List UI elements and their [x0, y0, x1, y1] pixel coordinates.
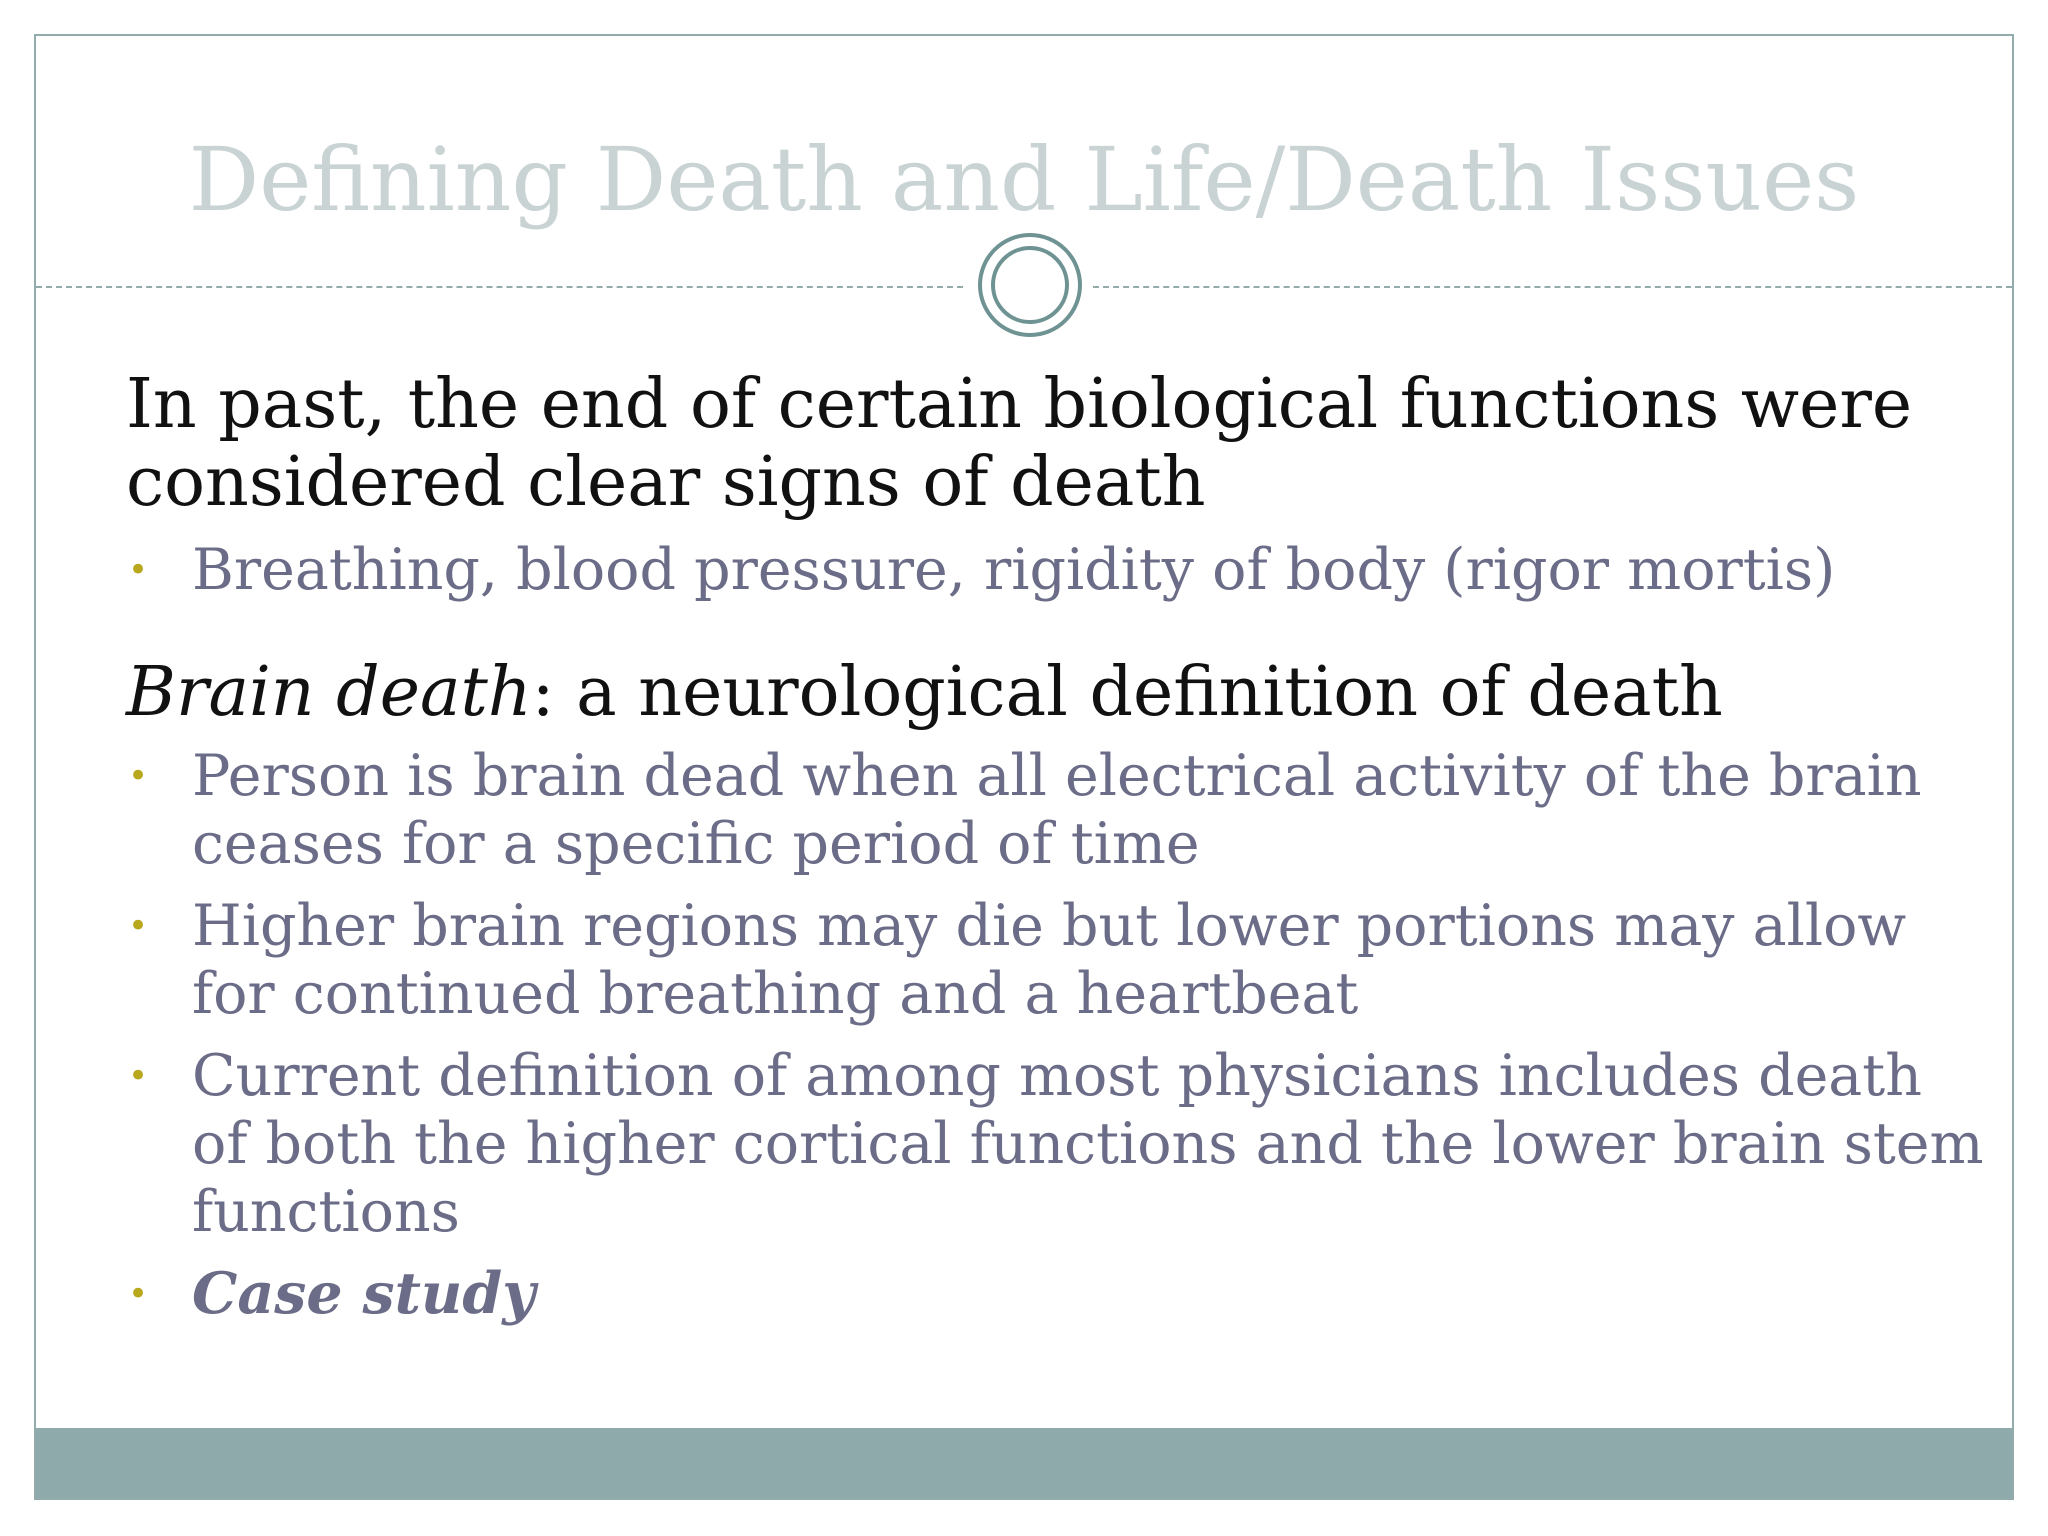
- past-signs-list: [126, 536, 1986, 604]
- list-item: [126, 1042, 1986, 1246]
- section-heading-brain-death: [126, 654, 1986, 732]
- slide-title: Defining Death and Life/Death Issues: [188, 128, 1860, 231]
- bullet-icon: •: [128, 1274, 149, 1314]
- brain-death-definition: : a neurological definition of death: [531, 653, 1723, 732]
- title-divider-right: [1093, 286, 2012, 288]
- section-heading-past: In past, the end of certain biological functions were considered clear signs of death: [126, 365, 1913, 522]
- list-item: [126, 536, 1986, 604]
- brain-death-term: Brain death: [126, 653, 532, 732]
- bullet-icon: •: [128, 756, 149, 796]
- bullet-icon: •: [128, 550, 149, 590]
- bullet-icon: •: [128, 906, 149, 946]
- slide: [34, 34, 2014, 1500]
- list-item: [126, 742, 1986, 878]
- bullet-text: Breathing, blood pressure, rigidity of body (rigor mortis): [192, 537, 1836, 603]
- bullet-icon: •: [128, 1056, 149, 1096]
- case-study-text: Case study: [192, 1260, 536, 1327]
- list-item-case-study: [126, 1260, 1986, 1328]
- list-item: [126, 892, 1986, 1028]
- divider-ring-icon: [978, 233, 1082, 337]
- bullet-text: Higher brain regions may die but lower portions may allow for continued breathing and a heartbeat: [192, 893, 1907, 1027]
- brain-death-list: [126, 742, 1986, 1328]
- bullet-text: Person is brain dead when all electrical activity of the brain ceases for a specific period of time: [192, 743, 1922, 877]
- bullet-text: Current definition of among most physicians includes death of both the higher cortical functions and the lower brain stem functions: [192, 1043, 1984, 1245]
- slide-content: [126, 366, 1986, 1328]
- footer-band: [36, 1428, 2012, 1498]
- title-divider-left: [36, 286, 963, 288]
- divider-ring-inner: [991, 246, 1069, 324]
